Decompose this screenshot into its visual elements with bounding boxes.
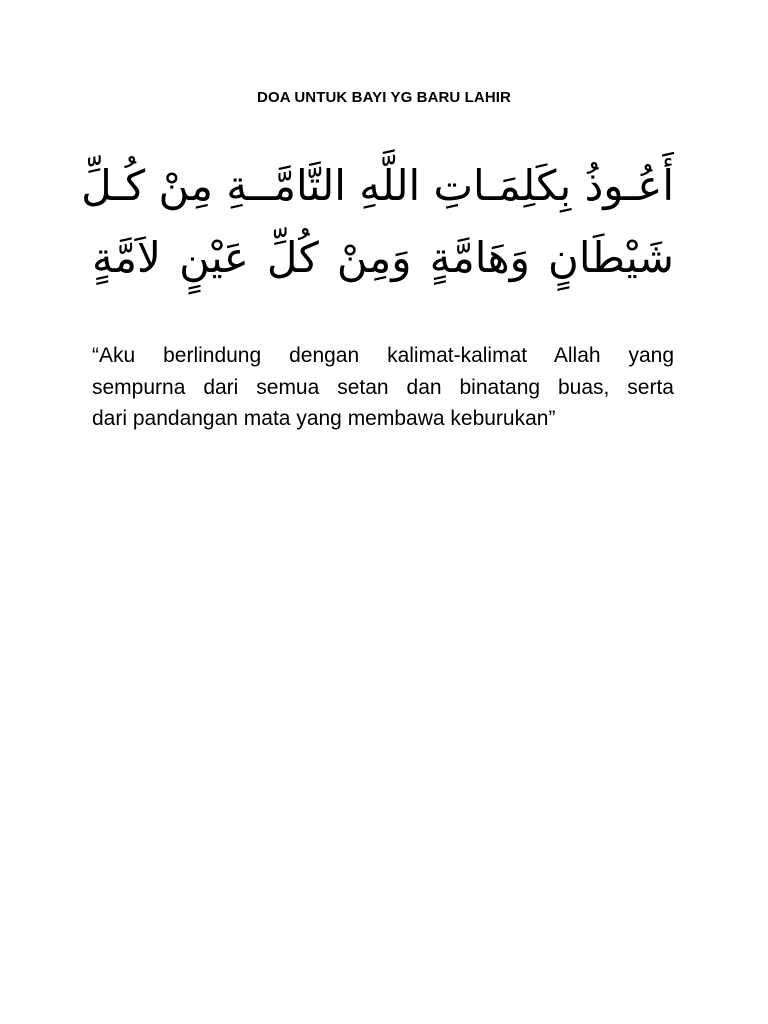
translation-line-3: dari pandangan mata yang membawa keburukan” — [92, 407, 556, 430]
translation-line-1: “Aku berlindung dengan kalimat-kalimat Allah yang — [92, 344, 674, 367]
translation-paragraph — [92, 340, 674, 435]
arabic-line-2: شَيْطَانٍ وَهَامَّةٍ وَمِنْ كُلِّ عَيْنٍ لاَمَّةٍ — [92, 233, 674, 282]
arabic-line-1: أَعُـوذُ بِكَلِمَـاتِ اللَّهِ التَّامَّــةِ مِنْ كُـلِّ — [81, 161, 674, 210]
translation-line-2: sempurna dari semua setan dan binatang buas, serta — [92, 375, 674, 399]
page-title: DOA UNTUK BAYI YG BARU LAHIR — [257, 89, 511, 106]
arabic-prayer — [81, 150, 674, 294]
